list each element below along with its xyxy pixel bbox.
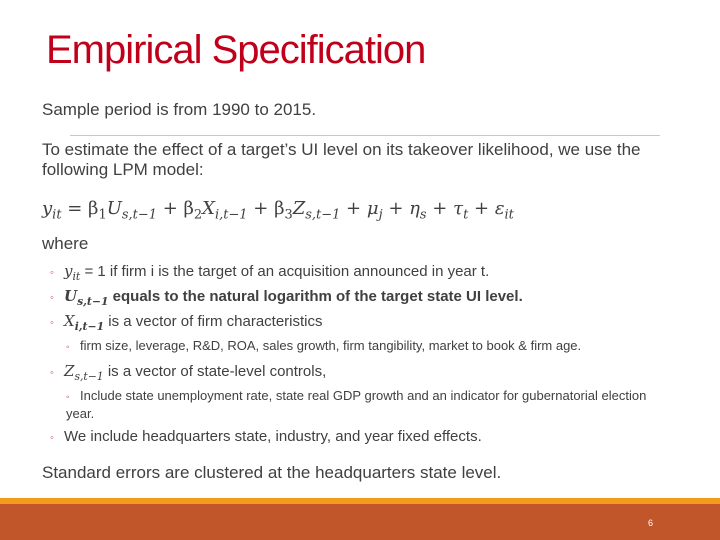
footer-bar (0, 504, 720, 540)
model-intro-text: To estimate the effect of a target’s UI level on its takeover likelihood, we use the following LPM model: (42, 140, 641, 179)
x-variable: $X_{i,t-1}$ (64, 312, 105, 333)
sub-bullet-text: Include state unemployment rate, state real GDP growth and an indicator for gubernatorial election year. (66, 388, 647, 421)
bullet-text: We include headquarters state, industry, and year fixed effects. (64, 428, 482, 445)
sub-bullet-marker-icon: ◦ (66, 392, 70, 403)
bullet-fixed-effects (50, 428, 482, 447)
y-variable: $y_{it}$ (64, 262, 81, 283)
sample-period-text: Sample period is from 1990 to 2015. (42, 100, 317, 119)
page-number: 6 (648, 518, 654, 528)
bullet-marker-icon: ◦ (50, 432, 54, 444)
sub-bullet-firm-list (66, 338, 676, 356)
bullet-marker-icon: ◦ (50, 292, 54, 304)
sub-bullet-state-list (66, 388, 666, 422)
bullet-state-controls (50, 362, 326, 386)
bullet-text: equals to the natural logarithm of the target state UI level. (112, 288, 523, 305)
bullet-text: is a vector of state-level controls, (107, 363, 327, 380)
where-text: where (42, 234, 89, 253)
u-variable: $U_{s,t-1}$ (64, 287, 109, 308)
z-variable: $Z_{s,t-1}$ (64, 362, 104, 383)
divider-line (70, 135, 660, 136)
sub-bullet-text: firm size, leverage, R&D, ROA, sales growth, firm tangibility, market to book & firm age. (80, 338, 582, 353)
lpm-equation: $y_{it} = \beta_1U_{s,t-1} + \beta_2X_{i,t-1} + \beta_3Z_{s,t-1} + \mu_j + \eta_s + \tau_t + \varepsilon_{it}$ (42, 198, 514, 223)
sub-bullet-marker-icon: ◦ (66, 342, 70, 353)
bullet-ui-definition (50, 287, 523, 311)
bullet-text: is a vector of firm characteristics (108, 313, 323, 330)
bullet-firm-characteristics (50, 312, 323, 336)
slide-title: Empirical Specification (46, 28, 426, 72)
bullet-marker-icon: ◦ (50, 367, 54, 379)
bullet-target-definition (50, 262, 489, 286)
standard-errors-text: Standard errors are clustered at the headquarters state level. (42, 463, 502, 482)
bullet-marker-icon: ◦ (50, 317, 54, 329)
bullet-text: = 1 if firm i is the target of an acquisition announced in year t. (84, 263, 490, 280)
bullet-marker-icon: ◦ (50, 267, 54, 279)
